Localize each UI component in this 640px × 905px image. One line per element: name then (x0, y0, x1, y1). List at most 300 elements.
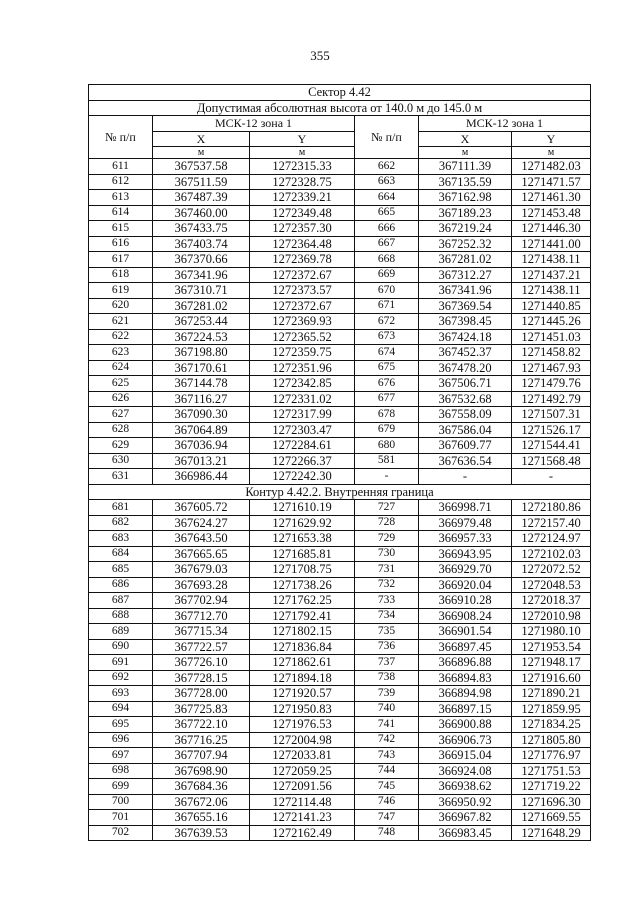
x-value-right: 367478.20 (419, 360, 512, 376)
x-value-left: 367198.80 (153, 345, 250, 361)
point-number-left: 612 (89, 174, 153, 190)
x-value-left: 367693.28 (153, 577, 250, 593)
y-value-left: 1272365.52 (250, 329, 355, 345)
x-value-right: 366906.73 (419, 732, 512, 748)
y-value-left: 1272141.23 (250, 810, 355, 826)
point-number-right: 663 (355, 174, 419, 190)
y-value-right: 1272102.03 (512, 546, 591, 562)
point-number-left: 619 (89, 283, 153, 299)
x-value-right: 367398.45 (419, 314, 512, 330)
table-row (89, 159, 591, 175)
point-number-left: 693 (89, 686, 153, 702)
point-number-right: 670 (355, 283, 419, 299)
column-header-y-right: Y (512, 131, 591, 147)
y-value-right: 1271696.30 (512, 794, 591, 810)
point-number-right: 736 (355, 639, 419, 655)
table-row (89, 314, 591, 330)
table-body (89, 85, 591, 841)
point-number-left: 629 (89, 438, 153, 454)
y-value-left: 1272372.67 (250, 298, 355, 314)
coordinates-table (88, 84, 591, 841)
y-value-right: 1271471.57 (512, 174, 591, 190)
x-value-left: 367224.53 (153, 329, 250, 345)
point-number-right: 666 (355, 221, 419, 237)
table-row (89, 794, 591, 810)
x-value-right: 367252.32 (419, 236, 512, 252)
point-number-left: 615 (89, 221, 153, 237)
point-number-left: 626 (89, 391, 153, 407)
y-value-right: 1271648.29 (512, 825, 591, 841)
point-number-left: 692 (89, 670, 153, 686)
point-number-right: 733 (355, 593, 419, 609)
column-header-x-left: X (153, 131, 250, 147)
point-number-left: 625 (89, 376, 153, 392)
table-row (89, 174, 591, 190)
x-value-right: 367558.09 (419, 407, 512, 423)
point-number-left: 681 (89, 500, 153, 516)
y-value-left: 1271708.75 (250, 562, 355, 578)
y-value-left: 1272339.21 (250, 190, 355, 206)
unit-row (89, 147, 591, 159)
x-value-left: 367643.50 (153, 531, 250, 547)
x-value-right: 366929.70 (419, 562, 512, 578)
y-value-right: - (512, 469, 591, 485)
y-value-left: 1271862.61 (250, 655, 355, 671)
point-number-left: 688 (89, 608, 153, 624)
x-value-right: 366979.48 (419, 515, 512, 531)
x-value-left: 367537.58 (153, 159, 250, 175)
point-number-right: 667 (355, 236, 419, 252)
y-value-left: 1272266.37 (250, 453, 355, 469)
x-value-left: 367433.75 (153, 221, 250, 237)
point-number-left: 614 (89, 205, 153, 221)
y-value-left: 1272033.81 (250, 748, 355, 764)
point-number-right: 744 (355, 763, 419, 779)
table-row (89, 252, 591, 268)
x-value-left: 367684.36 (153, 779, 250, 795)
table-row (89, 329, 591, 345)
table-row (89, 825, 591, 841)
x-value-right: 367609.77 (419, 438, 512, 454)
point-number-right: 738 (355, 670, 419, 686)
y-value-right: 1271446.30 (512, 221, 591, 237)
table-row (89, 593, 591, 609)
point-number-left: 684 (89, 546, 153, 562)
y-value-right: 1272072.52 (512, 562, 591, 578)
table-row (89, 360, 591, 376)
y-value-right: 1271492.79 (512, 391, 591, 407)
x-value-left: 367144.78 (153, 376, 250, 392)
x-value-left: 367460.00 (153, 205, 250, 221)
table-row (89, 562, 591, 578)
point-number-right: 740 (355, 701, 419, 717)
point-number-left: 683 (89, 531, 153, 547)
x-value-left: 367707.94 (153, 748, 250, 764)
x-value-left: 367370.66 (153, 252, 250, 268)
y-value-right: 1271507.31 (512, 407, 591, 423)
point-number-left: 700 (89, 794, 153, 810)
unit-x-right: м (419, 147, 512, 159)
point-number-left: 699 (89, 779, 153, 795)
point-number-right: 734 (355, 608, 419, 624)
y-value-left: 1272359.75 (250, 345, 355, 361)
y-value-left: 1271738.26 (250, 577, 355, 593)
y-value-right: 1271453.48 (512, 205, 591, 221)
x-value-right: 366910.28 (419, 593, 512, 609)
height-range: Допустимая абсолютная высота от 140.0 м до 145.0 м (89, 100, 591, 116)
point-number-right: 664 (355, 190, 419, 206)
point-number-right: 673 (355, 329, 419, 345)
table-row (89, 655, 591, 671)
point-number-right: - (355, 469, 419, 485)
x-value-left: 367728.15 (153, 670, 250, 686)
x-value-right: 367111.39 (419, 159, 512, 175)
table-row (89, 670, 591, 686)
point-number-right: 680 (355, 438, 419, 454)
table-row (89, 453, 591, 469)
y-value-left: 1271950.83 (250, 701, 355, 717)
point-number-right: 743 (355, 748, 419, 764)
point-number-right: 662 (355, 159, 419, 175)
x-value-left: 367170.61 (153, 360, 250, 376)
y-value-right: 1271438.11 (512, 252, 591, 268)
x-value-right: 367162.98 (419, 190, 512, 206)
unit-y-right: м (512, 147, 591, 159)
point-number-left: 631 (89, 469, 153, 485)
point-number-left: 702 (89, 825, 153, 841)
x-value-right: 367135.59 (419, 174, 512, 190)
y-value-left: 1272004.98 (250, 732, 355, 748)
y-value-left: 1272373.57 (250, 283, 355, 299)
y-value-right: 1271441.00 (512, 236, 591, 252)
table-row (89, 298, 591, 314)
x-value-right: 366983.45 (419, 825, 512, 841)
point-number-left: 621 (89, 314, 153, 330)
x-value-right: 366943.95 (419, 546, 512, 562)
table-row (89, 407, 591, 423)
contour-title: Контур 4.42.2. Внутренняя граница (89, 484, 591, 500)
point-number-right: 742 (355, 732, 419, 748)
sector-title: Сектор 4.42 (89, 85, 591, 101)
y-value-right: 1271776.97 (512, 748, 591, 764)
table-row (89, 686, 591, 702)
x-value-left: 367716.25 (153, 732, 250, 748)
table-row (89, 779, 591, 795)
point-number-right: 674 (355, 345, 419, 361)
column-header-x-right: X (419, 131, 512, 147)
table-row (89, 531, 591, 547)
point-number-left: 685 (89, 562, 153, 578)
unit-x-left: м (153, 147, 250, 159)
header-row-2 (89, 131, 591, 147)
point-number-left: 686 (89, 577, 153, 593)
x-value-right: 367452.37 (419, 345, 512, 361)
x-value-right: 366908.24 (419, 608, 512, 624)
table-row (89, 748, 591, 764)
y-value-left: 1272369.93 (250, 314, 355, 330)
y-value-left: 1271792.41 (250, 608, 355, 624)
point-number-left: 694 (89, 701, 153, 717)
point-number-left: 701 (89, 810, 153, 826)
y-value-right: 1271834.25 (512, 717, 591, 733)
y-value-left: 1272242.30 (250, 469, 355, 485)
point-number-left: 617 (89, 252, 153, 268)
x-value-right: 366901.54 (419, 624, 512, 640)
y-value-left: 1271894.18 (250, 670, 355, 686)
x-value-right: 366894.98 (419, 686, 512, 702)
column-header-number-left: № п/п (89, 116, 153, 159)
point-number-left: 682 (89, 515, 153, 531)
point-number-right: 729 (355, 531, 419, 547)
point-number-left: 611 (89, 159, 153, 175)
point-number-right: 739 (355, 686, 419, 702)
y-value-left: 1272357.30 (250, 221, 355, 237)
x-value-left: 367712.70 (153, 608, 250, 624)
y-value-right: 1272124.97 (512, 531, 591, 547)
y-value-right: 1271482.03 (512, 159, 591, 175)
table-row (89, 391, 591, 407)
y-value-left: 1272342.85 (250, 376, 355, 392)
y-value-right: 1271458.82 (512, 345, 591, 361)
y-value-right: 1272180.86 (512, 500, 591, 516)
column-header-y-left: Y (250, 131, 355, 147)
table-row (89, 283, 591, 299)
y-value-left: 1271836.84 (250, 639, 355, 655)
y-value-right: 1271751.53 (512, 763, 591, 779)
point-number-right: 581 (355, 453, 419, 469)
point-number-right: 665 (355, 205, 419, 221)
point-number-left: 628 (89, 422, 153, 438)
x-value-left: 367281.02 (153, 298, 250, 314)
x-value-left: 367036.94 (153, 438, 250, 454)
point-number-right: 679 (355, 422, 419, 438)
y-value-right: 1271461.30 (512, 190, 591, 206)
point-number-right: 678 (355, 407, 419, 423)
y-value-right: 1271980.10 (512, 624, 591, 640)
table-row (89, 810, 591, 826)
contour-row (89, 484, 591, 500)
point-number-right: 741 (355, 717, 419, 733)
y-value-left: 1271653.38 (250, 531, 355, 547)
unit-y-left: м (250, 147, 355, 159)
y-value-left: 1272284.61 (250, 438, 355, 454)
x-value-right: 366896.88 (419, 655, 512, 671)
x-value-left: 367253.44 (153, 314, 250, 330)
x-value-right: 367189.23 (419, 205, 512, 221)
height-range-row (89, 100, 591, 116)
y-value-left: 1271762.25 (250, 593, 355, 609)
y-value-left: 1272059.25 (250, 763, 355, 779)
point-number-right: 677 (355, 391, 419, 407)
y-value-left: 1272114.48 (250, 794, 355, 810)
y-value-right: 1271719.22 (512, 779, 591, 795)
y-value-right: 1271948.17 (512, 655, 591, 671)
y-value-left: 1272162.49 (250, 825, 355, 841)
point-number-right: 732 (355, 577, 419, 593)
table-row (89, 376, 591, 392)
table-row (89, 639, 591, 655)
x-value-left: 367655.16 (153, 810, 250, 826)
header-row-1 (89, 116, 591, 132)
y-value-left: 1271920.57 (250, 686, 355, 702)
x-value-left: 367702.94 (153, 593, 250, 609)
x-value-right: 367586.04 (419, 422, 512, 438)
sector-row (89, 85, 591, 101)
x-value-right: 366950.92 (419, 794, 512, 810)
y-value-right: 1271437.21 (512, 267, 591, 283)
x-value-left: 367090.30 (153, 407, 250, 423)
coordinate-system-right: МСК-12 зона 1 (419, 116, 591, 132)
table-row (89, 438, 591, 454)
x-value-left: 367064.89 (153, 422, 250, 438)
x-value-right: 366924.08 (419, 763, 512, 779)
y-value-right: 1272048.53 (512, 577, 591, 593)
x-value-right: 367312.27 (419, 267, 512, 283)
page-number: 355 (310, 48, 330, 63)
x-value-left: 367679.03 (153, 562, 250, 578)
x-value-right: - (419, 469, 512, 485)
x-value-left: 367722.10 (153, 717, 250, 733)
y-value-left: 1272328.75 (250, 174, 355, 190)
point-number-left: 623 (89, 345, 153, 361)
x-value-right: 366920.04 (419, 577, 512, 593)
x-value-left: 367665.65 (153, 546, 250, 562)
point-number-right: 676 (355, 376, 419, 392)
x-value-left: 367487.39 (153, 190, 250, 206)
x-value-left: 367624.27 (153, 515, 250, 531)
x-value-right: 367532.68 (419, 391, 512, 407)
y-value-left: 1272351.96 (250, 360, 355, 376)
table-row (89, 345, 591, 361)
point-number-right: 735 (355, 624, 419, 640)
x-value-left: 367672.06 (153, 794, 250, 810)
y-value-left: 1271685.81 (250, 546, 355, 562)
x-value-right: 366998.71 (419, 500, 512, 516)
point-number-left: 618 (89, 267, 153, 283)
point-number-left: 622 (89, 329, 153, 345)
point-number-left: 613 (89, 190, 153, 206)
table-row (89, 717, 591, 733)
x-value-right: 366900.88 (419, 717, 512, 733)
point-number-left: 624 (89, 360, 153, 376)
point-number-right: 737 (355, 655, 419, 671)
point-number-right: 675 (355, 360, 419, 376)
x-value-left: 367639.53 (153, 825, 250, 841)
table-row (89, 608, 591, 624)
y-value-right: 1271526.17 (512, 422, 591, 438)
point-number-left: 690 (89, 639, 153, 655)
table-row (89, 422, 591, 438)
point-number-left: 695 (89, 717, 153, 733)
y-value-right: 1271953.54 (512, 639, 591, 655)
x-value-left: 366986.44 (153, 469, 250, 485)
table-row (89, 577, 591, 593)
x-value-left: 367728.00 (153, 686, 250, 702)
point-number-right: 730 (355, 546, 419, 562)
x-value-right: 367424.18 (419, 329, 512, 345)
x-value-right: 367369.54 (419, 298, 512, 314)
point-number-left: 696 (89, 732, 153, 748)
x-value-right: 366957.33 (419, 531, 512, 547)
x-value-right: 367219.24 (419, 221, 512, 237)
y-value-right: 1271438.11 (512, 283, 591, 299)
y-value-left: 1272364.48 (250, 236, 355, 252)
point-number-left: 630 (89, 453, 153, 469)
x-value-right: 366897.45 (419, 639, 512, 655)
point-number-left: 697 (89, 748, 153, 764)
table-row (89, 624, 591, 640)
y-value-left: 1272091.56 (250, 779, 355, 795)
y-value-right: 1271859.95 (512, 701, 591, 717)
table-row (89, 515, 591, 531)
x-value-right: 366938.62 (419, 779, 512, 795)
table-row (89, 763, 591, 779)
x-value-right: 367506.71 (419, 376, 512, 392)
point-number-left: 687 (89, 593, 153, 609)
point-number-right: 668 (355, 252, 419, 268)
x-value-left: 367605.72 (153, 500, 250, 516)
table-row (89, 236, 591, 252)
x-value-right: 367636.54 (419, 453, 512, 469)
x-value-left: 367698.90 (153, 763, 250, 779)
y-value-left: 1271610.19 (250, 500, 355, 516)
y-value-left: 1271629.92 (250, 515, 355, 531)
table-row (89, 221, 591, 237)
x-value-left: 367013.21 (153, 453, 250, 469)
y-value-right: 1271805.80 (512, 732, 591, 748)
point-number-left: 691 (89, 655, 153, 671)
y-value-right: 1271669.55 (512, 810, 591, 826)
table-row (89, 701, 591, 717)
x-value-left: 367715.34 (153, 624, 250, 640)
y-value-right: 1272010.98 (512, 608, 591, 624)
point-number-left: 627 (89, 407, 153, 423)
x-value-right: 366967.82 (419, 810, 512, 826)
x-value-left: 367726.10 (153, 655, 250, 671)
y-value-right: 1271568.48 (512, 453, 591, 469)
y-value-right: 1271445.26 (512, 314, 591, 330)
x-value-right: 366915.04 (419, 748, 512, 764)
coordinate-system-left: МСК-12 зона 1 (153, 116, 355, 132)
table-row (89, 205, 591, 221)
table-row (89, 267, 591, 283)
point-number-left: 689 (89, 624, 153, 640)
y-value-left: 1272315.33 (250, 159, 355, 175)
point-number-right: 672 (355, 314, 419, 330)
y-value-right: 1272018.37 (512, 593, 591, 609)
x-value-left: 367403.74 (153, 236, 250, 252)
point-number-right: 727 (355, 500, 419, 516)
point-number-right: 731 (355, 562, 419, 578)
y-value-right: 1271890.21 (512, 686, 591, 702)
y-value-right: 1271440.85 (512, 298, 591, 314)
y-value-left: 1272317.99 (250, 407, 355, 423)
table-row (89, 190, 591, 206)
y-value-right: 1272157.40 (512, 515, 591, 531)
y-value-left: 1272349.48 (250, 205, 355, 221)
point-number-right: 745 (355, 779, 419, 795)
point-number-right: 746 (355, 794, 419, 810)
y-value-right: 1271479.76 (512, 376, 591, 392)
y-value-right: 1271544.41 (512, 438, 591, 454)
x-value-right: 367281.02 (419, 252, 512, 268)
point-number-right: 748 (355, 825, 419, 841)
point-number-left: 698 (89, 763, 153, 779)
table-row (89, 500, 591, 516)
x-value-left: 367511.59 (153, 174, 250, 190)
y-value-left: 1271802.15 (250, 624, 355, 640)
y-value-left: 1272369.78 (250, 252, 355, 268)
